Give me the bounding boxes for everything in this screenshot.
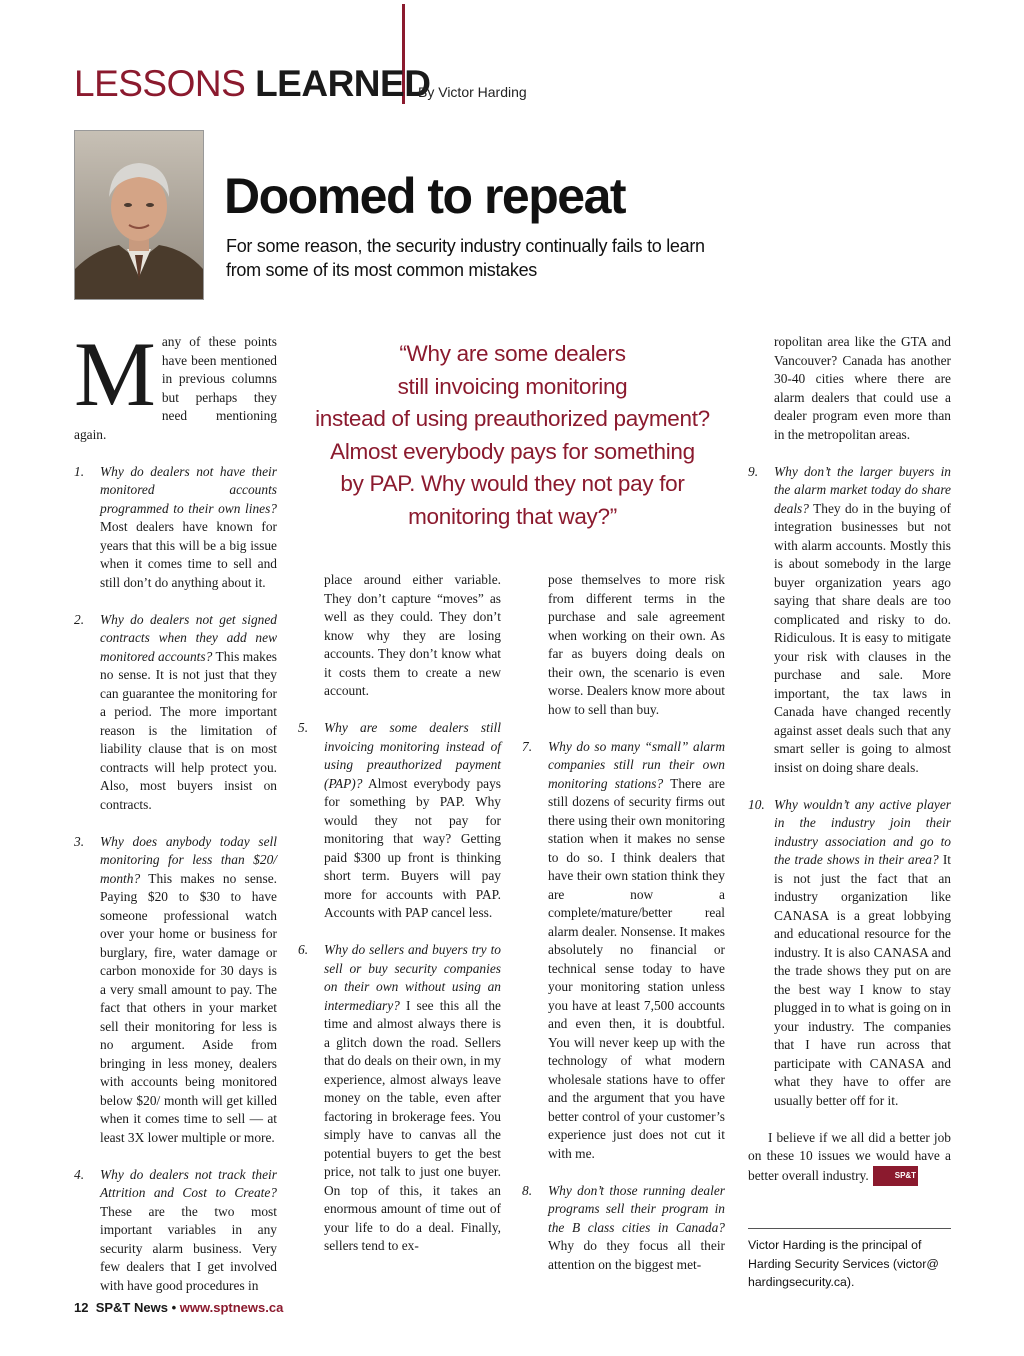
author-photo xyxy=(74,130,204,300)
list-item: 10. Why wouldn’t any active player in the industry join their industry association and go to the trade shows in their area? It is not just the fact that an industry organization like CANASA is a great lobbying and educational resource for the industry. It is also CANASA and the trade shows they put on are the best way I know to stay plugged in to what is going on in your industry. The companies that I have run across that participate with CANASA and what they have to offer are usually better off for it. xyxy=(748,796,952,1108)
continued-paragraph: pose themselves to more risk from different terms in the purchase and sale agreement when working on their own. As far as buyers doing deals on their own, the scenario is even worse. Dealers know more about how to sell than buy. xyxy=(548,572,725,717)
drop-cap: M xyxy=(74,323,156,425)
page-number: 12 xyxy=(74,1300,89,1315)
author-bio: Victor Harding is the principal of Harding Security Services (victor@ hardingsecurity.ca). xyxy=(748,1238,939,1289)
list-item: 6. Why do sellers and buyers try to sell or buy security companies on their own without using an intermediary? I see this all the time and almost always there is a glitch down the road. Sellers that do deals on their own, in my experience, almost always leave money on the table, even after factoring in brokerage fees. You simply have to canvas all the potential buyers to get the best price, not talk to just one buyer. On top of this, it takes an enormous amount of time out of your life to do a deal. Finally, sellers tend to ex- xyxy=(298,942,501,1253)
list-item: 9. Why don’t the larger buyers in the alarm market today do share deals? They do in the buying of integration businesses but not with alarm accounts. Mostly this is about somebody in the large buyer organization years ago saying that share deals are too complicated and risky to do. Ridiculous. It is easy to mitigate your risk with clauses in the purchase and sale. More important, the tax laws in Canada have changed recently against asset deals such that any smart seller is going to almost insist on doing share deals. xyxy=(748,463,951,775)
byline: By Victor Harding xyxy=(418,84,527,100)
list-item: 5. Why are some dealers still invoicing monitoring instead of using preauthorized payment (PAP)? Almost everybody pays for something by PAP. Why would they not pay for monitoring that way? Getting paid $300 up front is thinking short term. Buyers will pay more for accounts with PAP. Accounts with PAP cancel less. xyxy=(298,720,501,920)
list-item: 8. Why don’t those running dealer programs sell their program in the B class cities in Canada? Why do they focus all their attention on the biggest met- xyxy=(522,1182,725,1272)
body-column-4 xyxy=(748,333,951,1186)
continued-paragraph: place around either variable. They don’t capture “moves” as well as they could. They don’t know why they are losing accounts. They don’t know what it costs them to create a new account. xyxy=(324,572,501,698)
article-deck xyxy=(226,234,726,282)
section-kicker xyxy=(74,62,430,106)
publication-url[interactable]: www.sptnews.ca xyxy=(179,1300,284,1315)
pull-quote-line: “Why are some dealers xyxy=(399,341,626,366)
pull-quote-line: by PAP. Why would they not pay for xyxy=(340,471,685,496)
intro-paragraph: Many of these points have been mentioned in previous columns but perhaps they need mentioning again. xyxy=(74,323,277,442)
kicker-lessons: LESSONS xyxy=(74,63,246,104)
article-headline: Doomed to repeat xyxy=(224,168,626,224)
list-item: 7. Why do so many “small” alarm companies still run their own monitoring stations? There are still dozens of security firms out there using their own monitoring station when it makes no sense to do so. I think dealers that have their own station think they are now a complete/mature/better real alarm dealer. Nonsense. It makes absolutely no financial or technical sense today to have your monitoring station unless you have at least 7,500 accounts and even then, it is doubtful. You will never keep up with the technology of what modern wholesale stations have to offer and the argument that you have better control of your customer’s experience just does not cut it with me. xyxy=(522,738,725,1161)
pull-quote-line: monitoring that way?” xyxy=(408,503,617,529)
kicker-learned: LEARNED xyxy=(255,63,431,104)
bio-divider xyxy=(748,1228,951,1229)
page-footer xyxy=(74,1300,283,1315)
list-item: 4. Why do dealers not track their Attrition and Cost to Create? These are the two most important variables in any security alarm business. Very few dealers that I get involved with have good procedures in xyxy=(74,1166,277,1293)
pull-quote xyxy=(300,338,725,533)
pull-quote-line: instead of using preauthorized payment? xyxy=(315,406,710,431)
body-column-2 xyxy=(298,571,501,1256)
continued-paragraph: ropolitan area like the GTA and Vancouver? Canada has another 30-40 cities where there are alarm dealers that could use a dealer program even more than in the metropolitan areas. xyxy=(774,334,951,442)
pull-quote-line: still invoicing monitoring xyxy=(397,373,628,399)
footer-bullet: • xyxy=(171,1300,177,1315)
pull-quote-line: Almost everybody pays for something xyxy=(330,438,695,464)
list-item: 3. Why does anybody today sell monitoring for less than $20/ month? This makes no sense. Paying $20 to $30 to have someone professional watch over your home or business for burglary, fire, water damage or carbon monoxide for 30 days is a very small amount to pay. The fact that others in your market sell their monitoring for less is no argument. Aside from bringing in less money, dealers with accounts being monitored below $20/ month will get killed when it comes time to sell — at least 3X lower multiple or more. xyxy=(74,833,277,1145)
deck-line: For some reason, the security industry continually fails to learn xyxy=(226,236,705,256)
list-item: 1. Why do dealers not have their monitored accounts programmed to their own lines? Most dealers have known for years that this will be a big issue when it comes time to sell and still don’t do anything about it. xyxy=(74,463,277,590)
deck-line: from some of its most common mistakes xyxy=(226,260,537,280)
body-column-3 xyxy=(522,571,725,1274)
publication-name: SP&T News xyxy=(95,1300,168,1315)
body-column-1 xyxy=(74,323,277,1295)
closing-paragraph: I believe if we all did a better job on these 10 issues we would have a better overall industry. SP&T xyxy=(748,1129,951,1187)
list-item: 2. Why do dealers not get signed contracts when they add new monitored accounts? This makes no sense. It is not just that they can guarantee the monitoring for a period. The more important reason is the limitation of liability clause that is on most contracts will help protect you. Also, most buyers insist on contracts. xyxy=(74,611,277,812)
spt-end-logo: SP&T xyxy=(873,1166,918,1187)
